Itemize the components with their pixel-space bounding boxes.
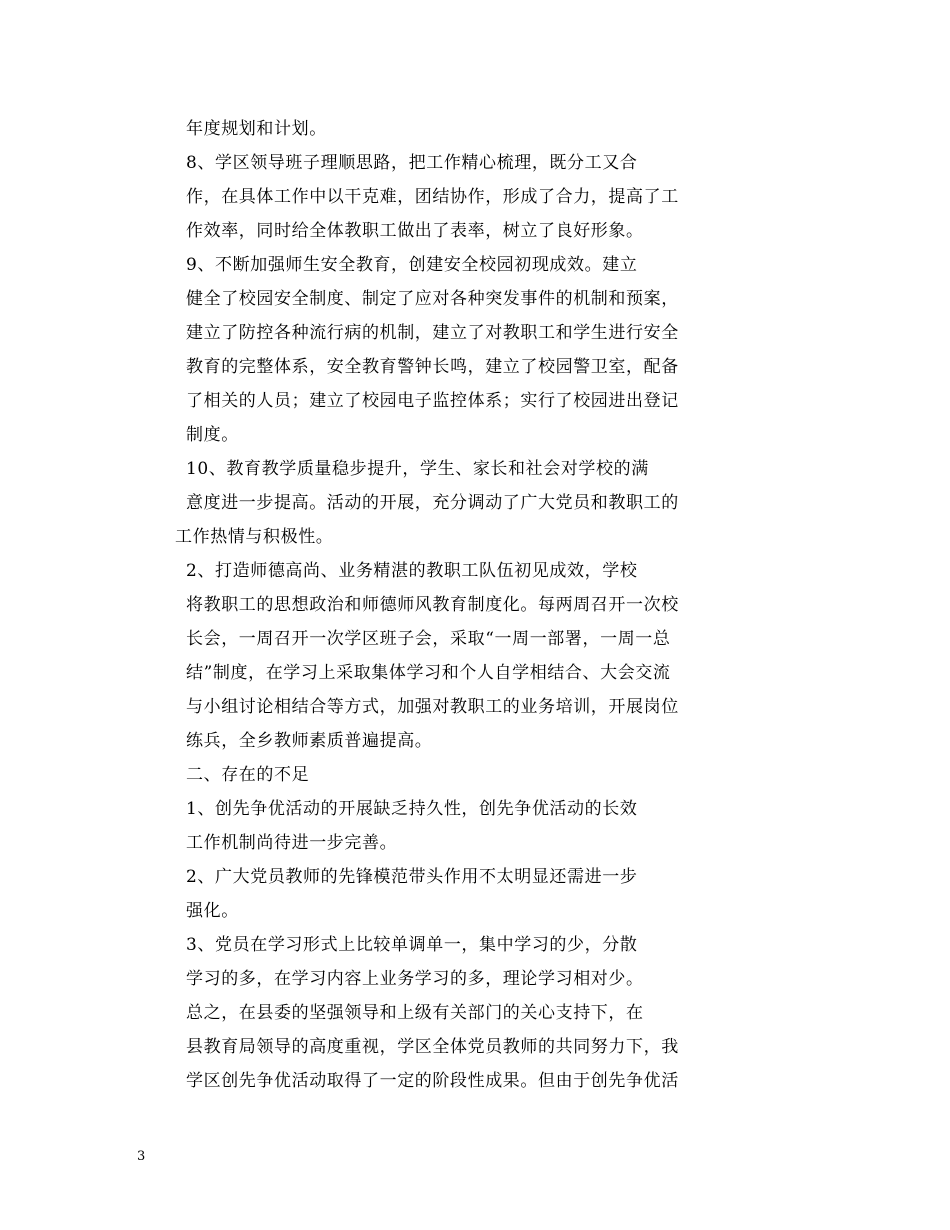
text-line: 工作机制尚待进一步完善。 bbox=[186, 833, 398, 853]
text-line: 将教职工的思想政治和师德师风教育制度化。每两周召开一次校 bbox=[186, 595, 679, 615]
text-line: 作，在具体工作中以干克难，团结协作，形成了合力，提高了工 bbox=[186, 187, 679, 207]
text-line: 意度进一步提高。活动的开展，充分调动了广大党员和教职工的 bbox=[186, 493, 679, 513]
text-line: 8、学区领导班子理顺思路，把工作精心梳理，既分工又合 bbox=[186, 153, 638, 173]
page-number: 3 bbox=[137, 1149, 146, 1164]
text-line: 学习的多，在学习内容上业务学习的多，理论学习相对少。 bbox=[186, 969, 644, 989]
text-line: 3、党员在学习形式上比较单调单一，集中学习的少，分散 bbox=[186, 935, 638, 955]
text-line: 强化。 bbox=[186, 901, 239, 921]
text-line: 了相关的人员；建立了校园电子监控体系；实行了校园进出登记 bbox=[186, 391, 679, 411]
text-line: 县教育局领导的高度重视，学区全体党员教师的共同努力下，我 bbox=[186, 1037, 679, 1057]
text-line: 1、创先争优活动的开展缺乏持久性，创先争优活动的长效 bbox=[186, 799, 638, 819]
text-line: 练兵，全乡教师素质普遍提高。 bbox=[186, 731, 433, 751]
text-line: 建立了防控各种流行病的机制，建立了对教职工和学生进行安全 bbox=[186, 323, 679, 343]
text-line: 结”制度，在学习上采取集体学习和个人自学相结合、大会交流 bbox=[186, 663, 671, 683]
text-line: 年度规划和计划。 bbox=[186, 119, 327, 139]
text-line: 教育的完整体系，安全教育警钟长鸣，建立了校园警卫室，配备 bbox=[186, 357, 679, 377]
text-line: 与小组讨论相结合等方式，加强对教职工的业务培训，开展岗位 bbox=[186, 697, 679, 717]
text-line: 学区创先争优活动取得了一定的阶段性成果。但由于创先争优活 bbox=[186, 1071, 679, 1091]
text-line: 制度。 bbox=[186, 425, 239, 445]
text-line: 作效率，同时给全体教职工做出了表率，树立了良好形象。 bbox=[186, 221, 644, 241]
text-line: 2、广大党员教师的先锋模范带头作用不太明显还需进一步 bbox=[186, 867, 638, 887]
text-line: 长会，一周召开一次学区班子会，采取“一周一部署，一周一总 bbox=[186, 629, 671, 649]
text-line: 10、教育教学质量稳步提升，学生、家长和社会对学校的满 bbox=[186, 459, 649, 479]
text-line: 9、不断加强师生安全教育，创建安全校园初现成效。建立 bbox=[186, 255, 638, 275]
text-line: 工作热情与积极性。 bbox=[175, 527, 334, 547]
text-line: 总之，在县委的坚强领导和上级有关部门的关心支持下，在 bbox=[186, 1003, 644, 1023]
text-line: 健全了校园安全制度、制定了应对各种突发事件的机制和预案， bbox=[186, 289, 679, 309]
text-line: 2、打造师德高尚、业务精湛的教职工队伍初见成效，学校 bbox=[186, 561, 638, 581]
section-heading: 二、存在的不足 bbox=[186, 765, 310, 785]
